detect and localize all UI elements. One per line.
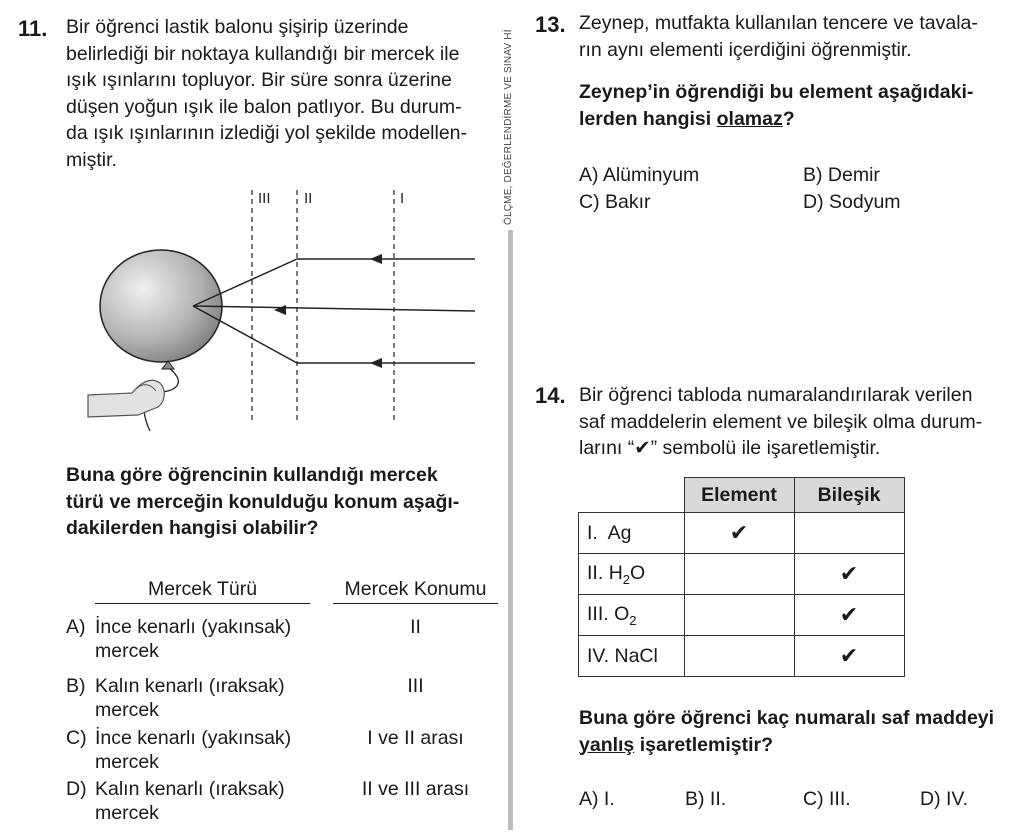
substance-cell	[579, 554, 685, 595]
option-type: İnce kenarlı (yakınsak)	[95, 727, 292, 749]
option-position: II	[410, 616, 421, 638]
q13-question-line: Zeynep’in öğrendiği bu element aşağıdaki-	[579, 81, 974, 103]
q11-question-line: dakilerden hangisi olabilir?	[66, 517, 319, 539]
option-position: II ve III arası	[361, 778, 470, 800]
q14-table	[578, 477, 905, 677]
q11-stem-line: miştir.	[66, 148, 117, 171]
option-position: III	[407, 675, 424, 697]
q11-col-header-type: Mercek Türü	[95, 576, 310, 604]
q13-question-keyword: olamaz	[716, 107, 783, 130]
option-type-cont: mercek	[95, 802, 159, 824]
q14-question-text: işaretlemiştir?	[634, 733, 774, 756]
q11-number: 11.	[18, 16, 48, 41]
option-type-cont: mercek	[95, 699, 159, 721]
q14-stem-line: larını “✔” sembolü ile işaretlemiştir.	[579, 437, 881, 459]
q13-number: 13.	[535, 12, 566, 37]
q11-col-header-position: Mercek Konumu	[333, 576, 498, 604]
q11-question-line: Buna göre öğrencinin kullandığı mercek	[66, 464, 438, 486]
substance-cell	[579, 595, 685, 636]
compound-check: ✔	[794, 554, 904, 595]
q13-stem	[579, 10, 1019, 63]
compound-check: ✔	[794, 595, 904, 636]
q13-option-b[interactable]: B) Demir	[803, 164, 880, 186]
formula: O	[614, 602, 630, 625]
q14-question-line	[579, 732, 1024, 759]
q14-stem	[579, 382, 1024, 462]
option-letter: D)	[66, 778, 87, 800]
roman-numeral: III.	[587, 602, 609, 625]
q13-question	[579, 79, 1019, 132]
q14-option-b[interactable]: B) II.	[685, 788, 727, 810]
roman-numeral: IV.	[587, 644, 610, 667]
table-header-compound: Bileşik	[794, 478, 904, 513]
formula-subscript: 2	[622, 571, 631, 587]
q11-question	[66, 462, 506, 542]
q14-number: 14.	[535, 383, 566, 408]
hand-icon	[88, 380, 164, 417]
table-row	[579, 636, 905, 677]
column-divider	[508, 230, 513, 830]
q11-ray-figure	[70, 185, 490, 440]
option-type-cont: mercek	[95, 640, 159, 662]
element-check	[684, 595, 794, 636]
option-letter: B)	[66, 675, 86, 697]
substance-cell	[579, 636, 685, 677]
option-type: Kalın kenarlı (ıraksak)	[95, 778, 285, 800]
q13-question-line	[579, 106, 1019, 133]
q14-stem-line: saf maddelerin element ve bileşik olma durum-	[579, 410, 983, 433]
table-row	[579, 554, 905, 595]
table-empty-corner	[579, 478, 685, 513]
q11-stem-line: belirlediği bir noktaya kullandığı bir mercek ile	[66, 42, 460, 65]
q13-option-d[interactable]: D) Sodyum	[803, 191, 901, 213]
arrow-middle	[274, 305, 286, 315]
option-type-cont: mercek	[95, 751, 159, 773]
option-letter: A)	[66, 616, 86, 638]
label-iii: III	[258, 190, 271, 207]
side-footer-text: ÖLÇME, DEĞERLENDİRME VE SINAV Hİ	[503, 29, 514, 225]
formula: Ag	[607, 521, 632, 544]
q11-stem-line: düşen yoğun ışık ile balon patlıyor. Bu durum-	[66, 95, 462, 118]
q11-stem-line: da ışık ışınlarının izlediği yol şekilde modellen-	[66, 122, 468, 144]
q14-question-line: Buna göre öğrenci kaç numaralı saf maddeyi	[579, 707, 995, 729]
q13-stem-line: Zeynep, mutfakta kullanılan tencere ve tavala-	[579, 12, 978, 34]
q11-stem-line: Bir öğrenci lastik balonu şişirip üzerinde	[66, 16, 409, 38]
arrow-bottom	[370, 358, 382, 368]
q13-question-text: lerden hangisi	[579, 107, 717, 130]
q11-question-line: türü ve merceğin konulduğu konum aşağı-	[66, 490, 460, 513]
compound-check	[794, 513, 904, 554]
element-check	[684, 554, 794, 595]
element-check	[684, 636, 794, 677]
q14-option-d[interactable]: D) IV.	[920, 788, 969, 810]
q13-stem-line: rın aynı elementi içerdiğini öğrenmiştir.	[579, 38, 912, 61]
option-type: Kalın kenarlı (ıraksak)	[95, 675, 285, 697]
option-position: I ve II arası	[367, 727, 464, 749]
table-header-row	[579, 478, 905, 513]
q14-stem-line: Bir öğrenci tabloda numaralandırılarak verilen	[579, 384, 973, 406]
q14-option-a[interactable]: A) I.	[579, 788, 615, 810]
label-ii: II	[304, 190, 313, 207]
option-letter: C)	[66, 727, 87, 749]
roman-numeral: II.	[587, 561, 604, 584]
substance-cell	[579, 513, 685, 554]
q13-option-c[interactable]: C) Bakır	[579, 191, 651, 213]
compound-check: ✔	[794, 636, 904, 677]
formula-subscript: 2	[629, 612, 637, 628]
element-check: ✔	[684, 513, 794, 554]
roman-numeral: I.	[587, 521, 598, 544]
q13-option-a[interactable]: A) Alüminyum	[579, 164, 700, 186]
formula: H	[608, 561, 623, 584]
q11-stem	[66, 14, 496, 173]
table-row	[579, 595, 905, 636]
q11-stem-line: ışık ışınlarını topluyor. Bir süre sonra üzerine	[66, 69, 452, 91]
q14-option-c[interactable]: C) III.	[803, 788, 851, 810]
arrow-top	[370, 254, 382, 264]
table-row	[579, 513, 905, 554]
table-header-element: Element	[684, 478, 794, 513]
q14-question	[579, 705, 1024, 758]
label-i: I	[400, 190, 405, 207]
formula-rest: O	[630, 561, 646, 584]
q13-question-mark: ?	[782, 107, 795, 130]
ray-middle	[193, 306, 475, 311]
formula: NaCl	[614, 644, 658, 667]
option-type: İnce kenarlı (yakınsak)	[95, 616, 292, 638]
q14-question-keyword: yanlış	[579, 733, 635, 756]
